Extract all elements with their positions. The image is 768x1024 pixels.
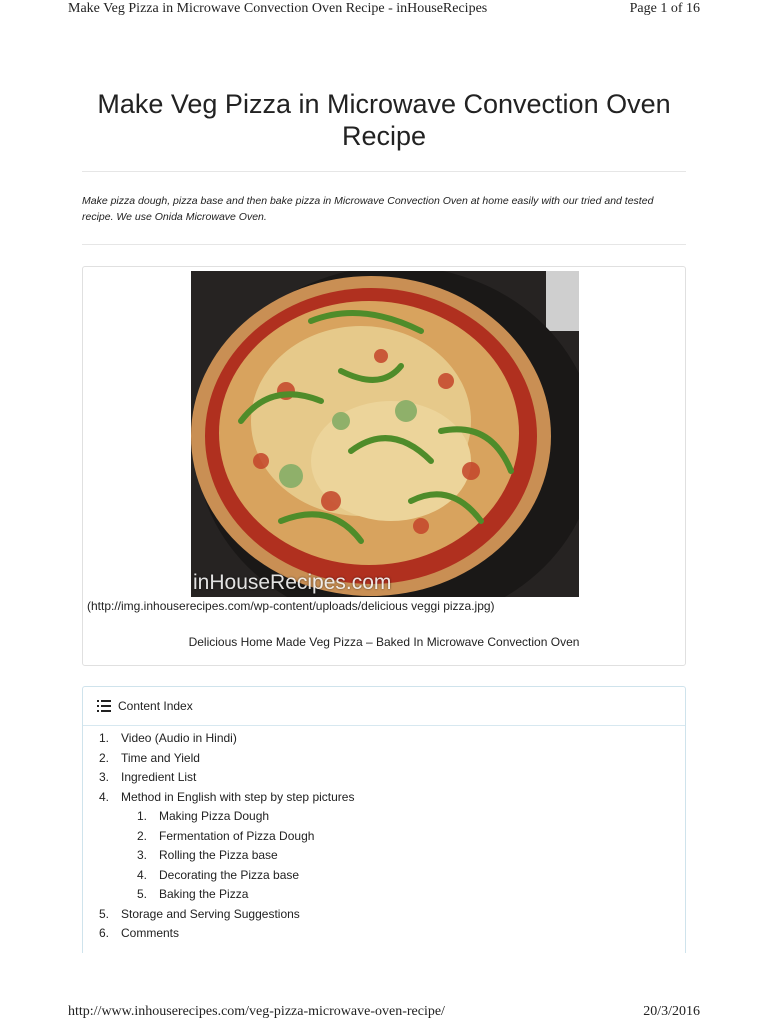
toc-label[interactable]: Decorating the Pizza base (159, 867, 300, 882)
intro-divider (82, 244, 686, 245)
toc-num: 1. (99, 731, 110, 745)
toc-item[interactable] (99, 905, 354, 925)
figure-box (82, 266, 686, 666)
page-number: Page 1 of 16 (629, 1, 700, 16)
toc-label[interactable]: Rolling the Pizza base (159, 848, 278, 862)
print-date: 20/3/2016 (643, 1004, 700, 1019)
toc-num: 1. (137, 809, 148, 823)
toc-label[interactable]: Method in English with step by step pictures (121, 789, 355, 804)
print-footer (68, 1004, 700, 1024)
toc-subitem[interactable] (99, 807, 354, 827)
toc-label[interactable]: Fermentation of Pizza Dough (159, 828, 315, 843)
toc-item[interactable] (99, 768, 354, 788)
toc-num: 2. (137, 828, 148, 843)
pizza-photo (191, 271, 579, 597)
article-title: Make Veg Pizza in Microwave Convection Oven Recipe (97, 89, 671, 151)
page-url: http://www.inhouserecipes.com/veg-pizza-microwave-oven-recipe/ (68, 1004, 445, 1019)
toc-item[interactable] (99, 729, 354, 749)
article-intro: Make pizza dough, pizza base and then bake pizza in Microwave Convection Oven at home easily with our tried and tested recipe. We use Onida Microwave Oven. (82, 195, 654, 223)
toc-item[interactable] (99, 924, 354, 944)
toc-label[interactable]: Storage and Serving Suggestions (121, 906, 300, 921)
toc-label[interactable]: Ingredient List (121, 770, 197, 784)
toc-num: 5. (137, 887, 148, 901)
toc-list (99, 729, 354, 944)
pizza-illustration (191, 271, 579, 597)
content-index (82, 686, 686, 953)
toc-subitem[interactable] (99, 866, 354, 886)
toc-subitem[interactable] (99, 827, 354, 847)
image-url[interactable]: (http://img.inhouserecipes.com/wp-content/uploads/delicious veggi pizza.jpg) (87, 599, 495, 613)
toc-num: 3. (137, 848, 148, 862)
print-header (68, 0, 700, 20)
toc-num: 5. (99, 906, 110, 921)
toc-label[interactable]: Comments (121, 926, 180, 940)
print-header-title: Make Veg Pizza in Microwave Convection Oven Recipe - inHouseRecipes (68, 1, 488, 16)
toc-label[interactable]: Video (Audio in Hindi) (121, 731, 237, 745)
toc-num: 2. (99, 750, 110, 765)
toc-num: 4. (137, 867, 148, 882)
image-caption: Delicious Home Made Veg Pizza – Baked In Microwave Convection Oven (188, 635, 580, 649)
toc-num: 3. (99, 770, 110, 784)
toc-label[interactable]: Making Pizza Dough (159, 809, 270, 823)
toc-num: 6. (99, 926, 110, 940)
title-divider (82, 171, 686, 172)
toc-item[interactable] (99, 788, 354, 808)
list-icon (97, 700, 111, 712)
toc-label[interactable]: Baking the Pizza (159, 887, 249, 901)
toc-subitem[interactable] (99, 885, 354, 905)
toc-num: 4. (99, 789, 110, 804)
toc-label[interactable]: Time and Yield (121, 750, 200, 765)
toc-item[interactable] (99, 749, 354, 769)
photo-watermark: inHouseRecipes.com (193, 571, 392, 594)
content-index-heading: Content Index (118, 699, 193, 713)
content-index-header (83, 687, 685, 726)
toc-subitem[interactable] (99, 846, 354, 866)
